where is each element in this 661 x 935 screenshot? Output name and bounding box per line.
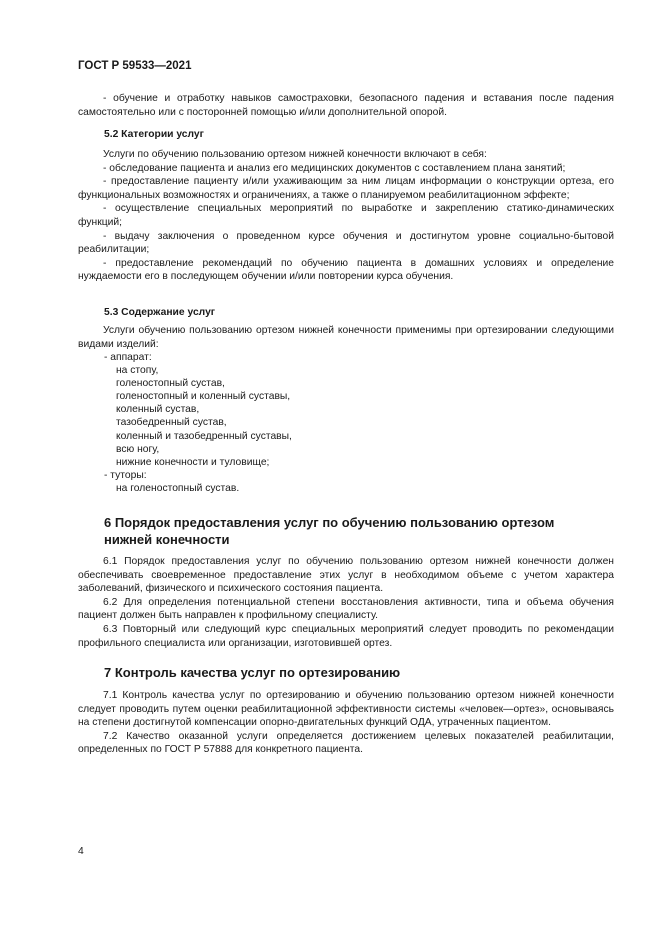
list-item: на голеностопный сустав. — [116, 482, 240, 494]
paragraph: 6.1 Порядок предоставления услуг по обучению пользованию ортезом нижней конечности должен обеспечивать своевременное предоставление этих услуг в необходимом объеме с учетом характера заболеваний, физического и психического состояния пациента. — [78, 556, 614, 595]
list-item: на стопу, — [116, 365, 159, 377]
list-item: - осуществление специальных мероприятий по выработке и закреплению статико-динамических функций; — [78, 203, 614, 228]
list-item: коленный и тазобедренный суставы, — [116, 430, 292, 442]
list-item: - аппарат: — [104, 352, 152, 363]
section-6-body — [78, 555, 614, 650]
intro-paragraph: - обучение и отработку навыков самостраховки, безопасного падения и вставания после падения самостоятельно или с посторонней помощью и/или дополнительной опорой. — [78, 93, 614, 118]
section-5-2-body — [78, 148, 614, 284]
paragraph: 7.2 Качество оказанной услуги определяется достижением целевых показателей реабилитации, определенных по ГОСТ Р 57888 для конкретного пациента. — [78, 730, 614, 756]
list-item: всю ногу, — [116, 443, 160, 455]
list-item: нижние конечности и туловище; — [116, 456, 270, 468]
device-list — [104, 351, 292, 495]
section-5-2-lead: Услуги по обучению пользованию ортезом нижней конечности включают в себя: — [103, 149, 487, 160]
section-5-2-heading: 5.2 Категории услуг — [104, 129, 204, 140]
page-number: 4 — [78, 846, 84, 857]
section-5-3-heading: 5.3 Содержание услуг — [104, 307, 216, 318]
list-item: тазобедренный сустав, — [116, 417, 227, 429]
list-item: коленный сустав, — [116, 404, 200, 416]
document-header: ГОСТ Р 59533—2021 — [78, 60, 192, 72]
section-5-3-lead: Услуги обучению пользованию ортезом нижней конечности применимы при ортезировании следующими видами изделий: — [78, 325, 614, 350]
section-7-body — [78, 689, 614, 757]
section-6-heading: 6 Порядок предоставления услуг по обучению пользованию ортезом нижней конечности — [104, 515, 555, 547]
list-item: - туторы: — [104, 469, 147, 481]
list-item: - выдачу заключения о проведенном курсе обучения и достигнутом уровне социально-бытовой реабилитации; — [78, 230, 614, 256]
list-item: - предоставление пациенту и/или ухаживающим за ним лицам информации о конструкции ортеза, его функциональных возможностях и ограничениях, а также о планируемом реабилитационном эффекте; — [78, 176, 614, 201]
list-item: - предоставление рекомендаций по обучению пациента в домашних условиях и определение нуждаемости его в последующем обучении и/или повторении курса обучения. — [78, 257, 614, 283]
paragraph: 6.2 Для определения потенциальной степени восстановления активности, типа и объема обучения пациент должен быть направлен к профильному специалисту. — [78, 596, 614, 622]
section-7-heading: 7 Контроль качества услуг по ортезированию — [104, 665, 401, 680]
paragraph: 7.1 Контроль качества услуг по ортезированию и обучению пользованию ортезом нижней конечности следует проводить путем оценки реабилитационной эффективности системы «человек—ортез», основываясь на степени достигнутой компенсации опорно-двигательных функций ОДА, утраченных пациентом. — [78, 690, 614, 729]
list-item: - обследование пациента и анализ его медицинских документов с составлением плана занятий; — [103, 162, 566, 174]
paragraph: 6.3 Повторный или следующий курс специальных мероприятий следует проводить по рекомендации профильного специалиста или организации, изготовившей ортез. — [78, 623, 614, 649]
list-item: голеностопный сустав, — [116, 378, 225, 390]
list-item: голеностопный и коленный суставы, — [116, 391, 291, 403]
